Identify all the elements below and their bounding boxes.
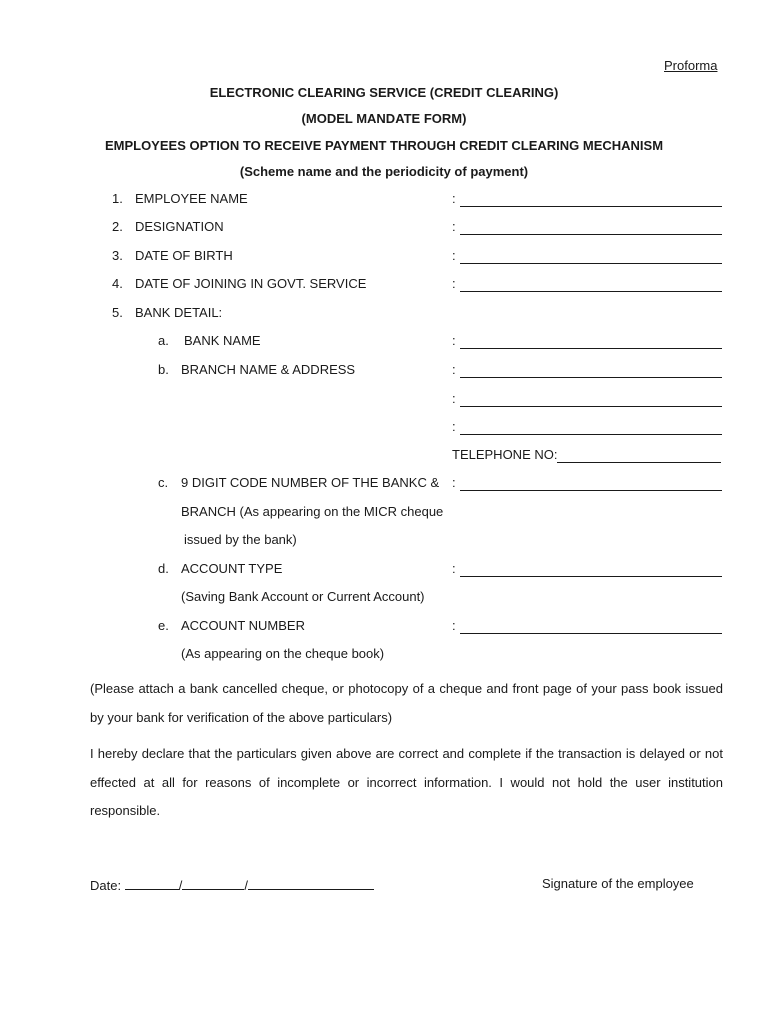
fill-line <box>460 220 722 235</box>
month-blank <box>182 876 244 890</box>
bank-c-letter: c. <box>158 475 169 490</box>
colon: : <box>452 475 456 490</box>
bank-name-label: BANK NAME <box>184 333 261 348</box>
date-of-joining-field[interactable] <box>452 276 722 292</box>
title-line-3: EMPLOYEES OPTION TO RECEIVE PAYMENT THROUGH CREDIT CLEARING MECHANISM <box>104 138 664 153</box>
telephone-label: TELEPHONE NO: <box>452 447 558 462</box>
colon: : <box>452 618 456 633</box>
colon: : <box>452 561 456 576</box>
fill-line <box>460 619 722 634</box>
code-number-label: 9 DIGIT CODE NUMBER OF THE BANKC & <box>181 475 440 490</box>
branch-address-field-3[interactable] <box>452 419 722 435</box>
fill-line <box>460 363 722 378</box>
colon: : <box>452 219 456 234</box>
title-line-2: (MODEL MANDATE FORM) <box>301 111 467 126</box>
title-line-1: ELECTRONIC CLEARING SERVICE (CREDIT CLEARING) <box>209 85 559 100</box>
date-of-birth-field[interactable] <box>452 248 722 264</box>
code-number-label-2: BRANCH (As appearing on the MICR cheque <box>181 504 444 519</box>
declaration-text: I hereby declare that the particulars given above are correct and complete if the transaction is delayed or not effected at all for reasons of incomplete or incorrect information. I would not hold the user institution responsible. <box>90 746 723 818</box>
account-number-label: ACCOUNT NUMBER <box>181 618 305 633</box>
colon: : <box>452 276 456 291</box>
date-slash: / <box>178 878 183 893</box>
account-type-label: ACCOUNT TYPE <box>181 561 283 576</box>
telephone-field[interactable] <box>452 447 721 463</box>
bank-b-letter: b. <box>158 362 169 377</box>
colon: : <box>452 419 456 434</box>
account-number-note: (As appearing on the cheque book) <box>181 646 385 661</box>
field-4-number: 4. <box>112 276 123 291</box>
fill-line <box>460 334 722 349</box>
bank-e-letter: e. <box>158 618 169 633</box>
title-line-4: (Scheme name and the periodicity of payment) <box>239 164 529 179</box>
field-5-number: 5. <box>112 305 123 320</box>
account-number-field[interactable] <box>452 618 722 634</box>
date-field[interactable] <box>90 876 374 894</box>
year-blank <box>248 876 374 890</box>
date-label: Date: <box>90 878 122 893</box>
designation-field[interactable] <box>452 219 722 235</box>
code-number-label-3: issued by the bank) <box>184 532 297 547</box>
date-slash: / <box>244 878 248 893</box>
employee-name-field[interactable] <box>452 191 722 207</box>
field-3-number: 3. <box>112 248 123 263</box>
fill-line <box>460 392 722 407</box>
code-number-field[interactable] <box>452 475 722 491</box>
designation-label: DESIGNATION <box>135 219 224 234</box>
fill-line <box>460 249 722 264</box>
day-blank <box>125 876 179 890</box>
fill-line <box>460 562 722 577</box>
field-1-number: 1. <box>112 191 123 206</box>
bank-d-letter: d. <box>158 561 169 576</box>
date-of-birth-label: DATE OF BIRTH <box>135 248 233 263</box>
attach-instruction: (Please attach a bank cancelled cheque, or photocopy of a cheque and front page of your pass book issued by your bank for verification of the above particulars) <box>90 681 723 725</box>
branch-address-field-2[interactable] <box>452 391 722 407</box>
fill-line <box>460 277 722 292</box>
field-2-number: 2. <box>112 219 123 234</box>
branch-name-label: BRANCH NAME & ADDRESS <box>181 362 356 377</box>
colon: : <box>452 362 456 377</box>
fill-line <box>460 476 722 491</box>
fill-line <box>557 448 721 463</box>
bank-name-field[interactable] <box>452 333 722 349</box>
fill-line <box>460 420 722 435</box>
colon: : <box>452 333 456 348</box>
date-of-joining-label: DATE OF JOINING IN GOVT. SERVICE <box>135 276 367 291</box>
account-type-field[interactable] <box>452 561 722 577</box>
proforma-label: Proforma <box>664 58 718 73</box>
fill-line <box>460 192 722 207</box>
bank-a-letter: a. <box>158 333 169 348</box>
colon: : <box>452 248 456 263</box>
colon: : <box>452 191 456 206</box>
branch-address-field-1[interactable] <box>452 362 722 378</box>
employee-name-label: EMPLOYEE NAME <box>135 191 248 206</box>
account-type-note: (Saving Bank Account or Current Account) <box>181 589 425 604</box>
colon: : <box>452 391 456 406</box>
bank-detail-label: BANK DETAIL: <box>135 305 223 320</box>
signature-label: Signature of the employee <box>542 876 694 891</box>
